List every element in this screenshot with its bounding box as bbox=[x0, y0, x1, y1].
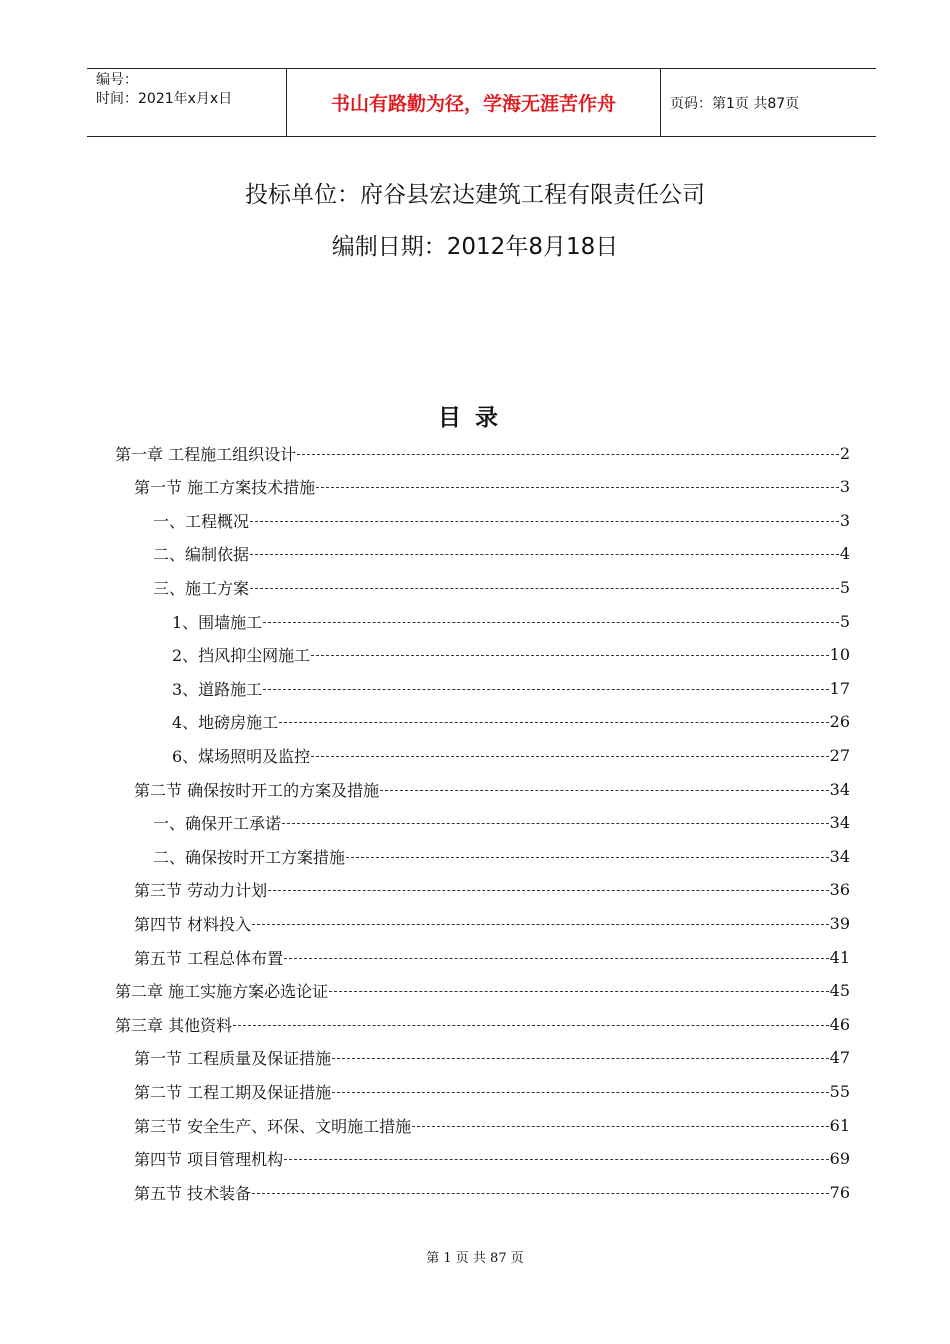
toc-leader-line bbox=[252, 1193, 829, 1194]
toc-entry-label: 第四节 材料投入 bbox=[134, 914, 252, 934]
toc-entry-label: 第三节 安全生产、环保、文明施工措施 bbox=[134, 1116, 412, 1136]
header-page-info: 页码：第1页 共87页 bbox=[670, 95, 800, 112]
toc-entry-label: 一、工程概况 bbox=[153, 511, 250, 531]
toc-leader-line bbox=[332, 1058, 829, 1059]
toc-entry bbox=[134, 1046, 850, 1070]
toc-entry bbox=[115, 979, 850, 1003]
toc-leader-line bbox=[311, 655, 828, 656]
toc-leader-line bbox=[250, 588, 839, 589]
toc-entry-label: 第五节 技术装备 bbox=[134, 1183, 252, 1203]
toc-entry bbox=[134, 878, 850, 902]
toc-entry bbox=[134, 1079, 850, 1103]
toc-entry bbox=[153, 575, 850, 599]
toc-entry bbox=[134, 911, 850, 935]
toc-entry bbox=[153, 542, 850, 566]
bidder-line: 投标单位：府谷县宏达建筑工程有限责任公司 bbox=[245, 182, 705, 208]
toc-entry bbox=[134, 945, 850, 969]
toc-entry-label: 一、确保开工承诺 bbox=[153, 814, 282, 834]
toc-entry-label: 三、施工方案 bbox=[153, 578, 250, 598]
page-footer: 第 1 页 共 87 页 bbox=[426, 1251, 524, 1266]
toc-entry-label: 第一节 施工方案技术措施 bbox=[134, 478, 316, 498]
toc-entry-label: 第三节 劳动力计划 bbox=[134, 881, 268, 901]
toc-leader-line bbox=[346, 857, 829, 858]
toc-entry-page: 46 bbox=[829, 1014, 850, 1034]
toc-entry-page: 5 bbox=[839, 577, 850, 597]
header-meta-cell bbox=[87, 69, 287, 136]
toc-entry bbox=[153, 508, 850, 532]
toc-leader-line bbox=[250, 554, 839, 555]
toc-entry bbox=[172, 676, 850, 700]
toc-entry-page: 34 bbox=[829, 846, 850, 866]
toc-entry-label: 第一章 工程施工组织设计 bbox=[115, 444, 297, 464]
toc-entry-page: 3 bbox=[839, 477, 850, 497]
header-time-label: 时间：2021年x月x日 bbox=[96, 91, 233, 107]
toc-leader-line bbox=[252, 924, 829, 925]
toc-entry bbox=[172, 743, 850, 767]
toc-entry-label: 4、地磅房施工 bbox=[172, 713, 279, 733]
toc-entry-page: 34 bbox=[829, 779, 850, 799]
toc-leader-line bbox=[380, 790, 829, 791]
toc-leader-line bbox=[282, 823, 829, 824]
toc-entry-page: 55 bbox=[829, 1081, 850, 1101]
toc-entry bbox=[134, 475, 850, 499]
toc-entry bbox=[172, 609, 850, 633]
toc-entry bbox=[115, 441, 850, 465]
toc-entry-label: 第二节 工程工期及保证措施 bbox=[134, 1082, 332, 1102]
toc-entry-page: 2 bbox=[839, 443, 850, 463]
toc-entry-label: 第二节 确保按时开工的方案及措施 bbox=[134, 780, 380, 800]
toc-entry-page: 41 bbox=[829, 947, 850, 967]
compile-date-line: 编制日期：2012年8月18日 bbox=[331, 234, 619, 260]
toc-entry-label: 1、围墙施工 bbox=[172, 612, 263, 632]
toc-entry-page: 36 bbox=[829, 880, 850, 900]
toc-leader-line bbox=[284, 1159, 829, 1160]
toc-entry-page: 10 bbox=[829, 645, 850, 665]
toc-entry-page: 4 bbox=[839, 544, 850, 564]
toc-leader-line bbox=[284, 958, 829, 959]
toc-entry-label: 第三章 其他资料 bbox=[115, 1015, 233, 1035]
toc-entry-label: 二、确保按时开工方案措施 bbox=[153, 847, 346, 867]
toc-entry-label: 第二章 施工实施方案必选论证 bbox=[115, 982, 329, 1002]
toc-leader-line bbox=[297, 454, 839, 455]
toc-entry-page: 5 bbox=[839, 611, 850, 631]
header-motto: 书山有路勤为径，学海无涯苦作舟 bbox=[287, 69, 661, 136]
toc-entry-page: 39 bbox=[829, 913, 850, 933]
toc-entry-page: 76 bbox=[829, 1182, 850, 1202]
toc-entry-page: 26 bbox=[829, 712, 850, 732]
toc-entry bbox=[134, 777, 850, 801]
toc-leader-line bbox=[233, 1025, 829, 1026]
toc-entry bbox=[153, 844, 850, 868]
toc-entry-page: 17 bbox=[829, 678, 850, 698]
toc-entry-label: 第五节 工程总体布置 bbox=[134, 948, 284, 968]
toc-entry-page: 47 bbox=[829, 1048, 850, 1068]
document-header bbox=[87, 68, 876, 137]
toc-entry bbox=[172, 643, 850, 667]
toc-entry-page: 27 bbox=[829, 745, 850, 765]
toc-entry bbox=[134, 1147, 850, 1171]
toc-leader-line bbox=[263, 689, 828, 690]
toc-entry-label: 第一节 工程质量及保证措施 bbox=[134, 1049, 332, 1069]
toc-leader-line bbox=[329, 991, 829, 992]
toc-entry-label: 3、道路施工 bbox=[172, 679, 263, 699]
toc-title: 目录 bbox=[438, 405, 512, 431]
toc-entry-label: 2、挡风抑尘网施工 bbox=[172, 646, 311, 666]
toc-entry bbox=[115, 1012, 850, 1036]
toc-entry bbox=[134, 1113, 850, 1137]
toc-entry bbox=[172, 710, 850, 734]
toc-entry bbox=[134, 1180, 850, 1204]
toc-leader-line bbox=[316, 487, 839, 488]
toc-entry-page: 69 bbox=[829, 1149, 850, 1169]
header-number-label: 编号： bbox=[96, 72, 138, 88]
toc-leader-line bbox=[250, 521, 839, 522]
toc-entry bbox=[153, 811, 850, 835]
toc-entry-page: 61 bbox=[829, 1115, 850, 1135]
toc-leader-line bbox=[412, 1126, 829, 1127]
toc-entry-label: 二、编制依据 bbox=[153, 545, 250, 565]
toc-leader-line bbox=[279, 722, 828, 723]
toc-leader-line bbox=[311, 756, 828, 757]
toc-entry-page: 3 bbox=[839, 510, 850, 530]
toc-leader-line bbox=[268, 890, 829, 891]
toc-entry-label: 6、煤场照明及监控 bbox=[172, 746, 311, 766]
toc-entry-page: 34 bbox=[829, 813, 850, 833]
toc-entry-page: 45 bbox=[829, 981, 850, 1001]
toc-entry-label: 第四节 项目管理机构 bbox=[134, 1150, 284, 1170]
toc-leader-line bbox=[332, 1092, 829, 1093]
toc-leader-line bbox=[263, 622, 839, 623]
